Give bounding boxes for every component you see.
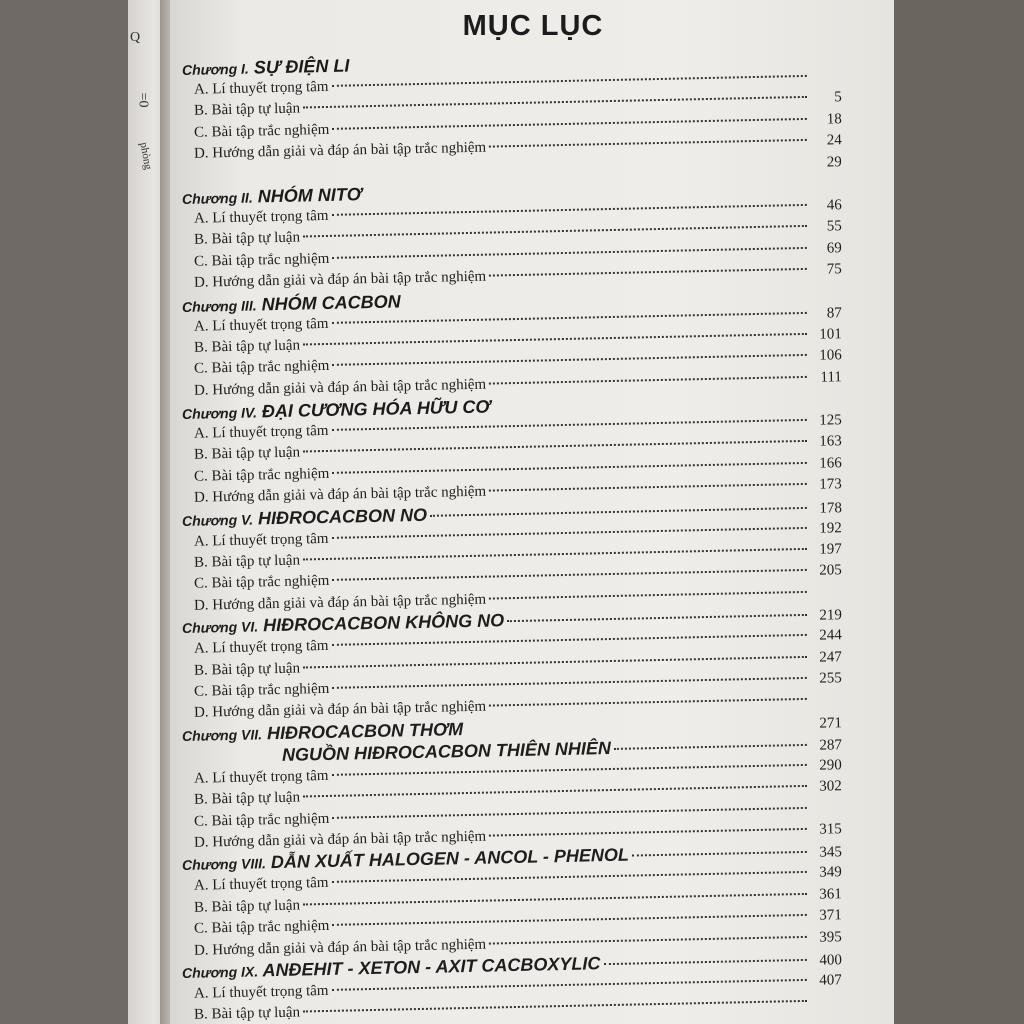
toc-row: A. Lí thuyết trọng tâm 349	[193, 864, 843, 895]
toc-row: D. Hướng dẫn giải và đáp án bài tập trắc nghiệm	[182, 582, 842, 617]
toc-row: D. Hướng dẫn giải và đáp án bài tập trắc nghiệm 173	[193, 476, 843, 506]
toc-row: D. Hướng dẫn giải và đáp án bài tập trắc nghiệm 24	[193, 132, 843, 162]
toc-row: A. Lí thuyết trọng tâm 290	[193, 756, 843, 787]
toc-row: A. Lí thuyết trọng tâm 192	[193, 519, 843, 550]
margin-mark-1: Q	[130, 30, 141, 45]
toc-row: A. Lí thuyết trọng tâm 46	[193, 197, 843, 227]
toc-row: B. Bài tập tự luận 197	[193, 541, 843, 571]
toc-row: A. Lí thuyết trọng tâm	[182, 66, 842, 101]
background-right	[894, 0, 1024, 1024]
toc-row: B. Bài tập tự luận 55	[193, 218, 843, 249]
toc-row: B. Bài tập tự luận 5	[193, 89, 843, 120]
page-title: MỤC LỤC	[462, 10, 604, 42]
chapter-heading: Chương I. SỰ ĐIỆN LI	[181, 55, 350, 78]
chapter-heading: Chương II. NHÓM NITƠ	[181, 184, 362, 207]
toc-row: B. Bài tập tự luận 302	[193, 778, 843, 808]
toc-row: D. Hướng dẫn giải và đáp án bài tập trắc nghiệm 75	[193, 261, 843, 291]
chapter-heading: Chương VIII. DẪN XUẤT HALOGEN - ANCOL - PHENOL 345	[181, 844, 843, 874]
toc-row: C. Bài tập trắc nghiệm 255	[193, 670, 843, 700]
chapter-heading: Chương VII. HIĐROCACBON THƠM 271	[181, 714, 843, 744]
toc-row: D. Hướng dẫn giải và đáp án bài tập trắc nghiệm	[182, 690, 842, 725]
toc-row: A. Lí thuyết trọng tâm 407	[193, 972, 843, 1002]
toc-row: C. Bài tập trắc nghiệm 371	[193, 907, 843, 937]
toc-page	[170, 0, 896, 1024]
table-of-contents	[181, 55, 843, 1024]
chapter-heading: Chương VI. HIĐROCACBON KHÔNG NO 219	[181, 607, 843, 637]
chapter-heading: Chương V. HIĐROCACBON NO 178	[181, 499, 843, 529]
toc-row: C. Bài tập trắc nghiệm 205	[193, 562, 843, 593]
toc-row: 29	[826, 153, 843, 171]
toc-row: C. Bài tập trắc nghiệm 69	[193, 239, 843, 270]
chapter-heading: Chương IX. ANĐEHIT - XETON - AXIT CACBOXYLIC 400	[181, 952, 843, 981]
chapter-heading: Chương IV. ĐẠI CƯƠNG HÓA HỮU CƠ	[181, 396, 491, 423]
chapter-heading: Chương III. NHÓM CACBON	[181, 290, 401, 315]
toc-row: D. Hướng dẫn giải và đáp án bài tập trắc nghiệm 111	[193, 368, 843, 399]
toc-row: A. Lí thuyết trọng tâm 244	[193, 627, 843, 657]
toc-row: A. Lí thuyết trọng tâm 87	[193, 304, 843, 335]
toc-row: D. Hướng dẫn giải và đáp án bài tập trắc nghiệm 395	[193, 928, 843, 959]
toc-row: D. Hướng dẫn giải và đáp án bài tập trắc nghiệm 315	[193, 821, 843, 851]
toc-row: C. Bài tập trắc nghiệm 106	[193, 347, 843, 378]
toc-row: B. Bài tập tự luận 361	[193, 885, 843, 916]
chapter-subheading: NGUỒN HIĐROCACBON THIÊN NHIÊN 287	[281, 736, 843, 765]
margin-mark-3: phòng	[137, 141, 155, 171]
toc-row: C. Bài tập trắc nghiệm 166	[193, 455, 843, 485]
toc-row: A. Lí thuyết trọng tâm 125	[193, 412, 843, 442]
toc-row: B. Bài tập tự luận 247	[193, 648, 843, 679]
margin-mark-2: =0	[135, 92, 151, 108]
toc-row: B. Bài tập tự luận 163	[193, 433, 843, 464]
toc-row: B. Bài tập tự luận 101	[193, 326, 843, 356]
toc-row: B. Bài tập tự luận	[182, 991, 842, 1024]
toc-row: C. Bài tập trắc nghiệm	[182, 798, 842, 833]
toc-row: C. Bài tập trắc nghiệm 18	[193, 110, 843, 141]
